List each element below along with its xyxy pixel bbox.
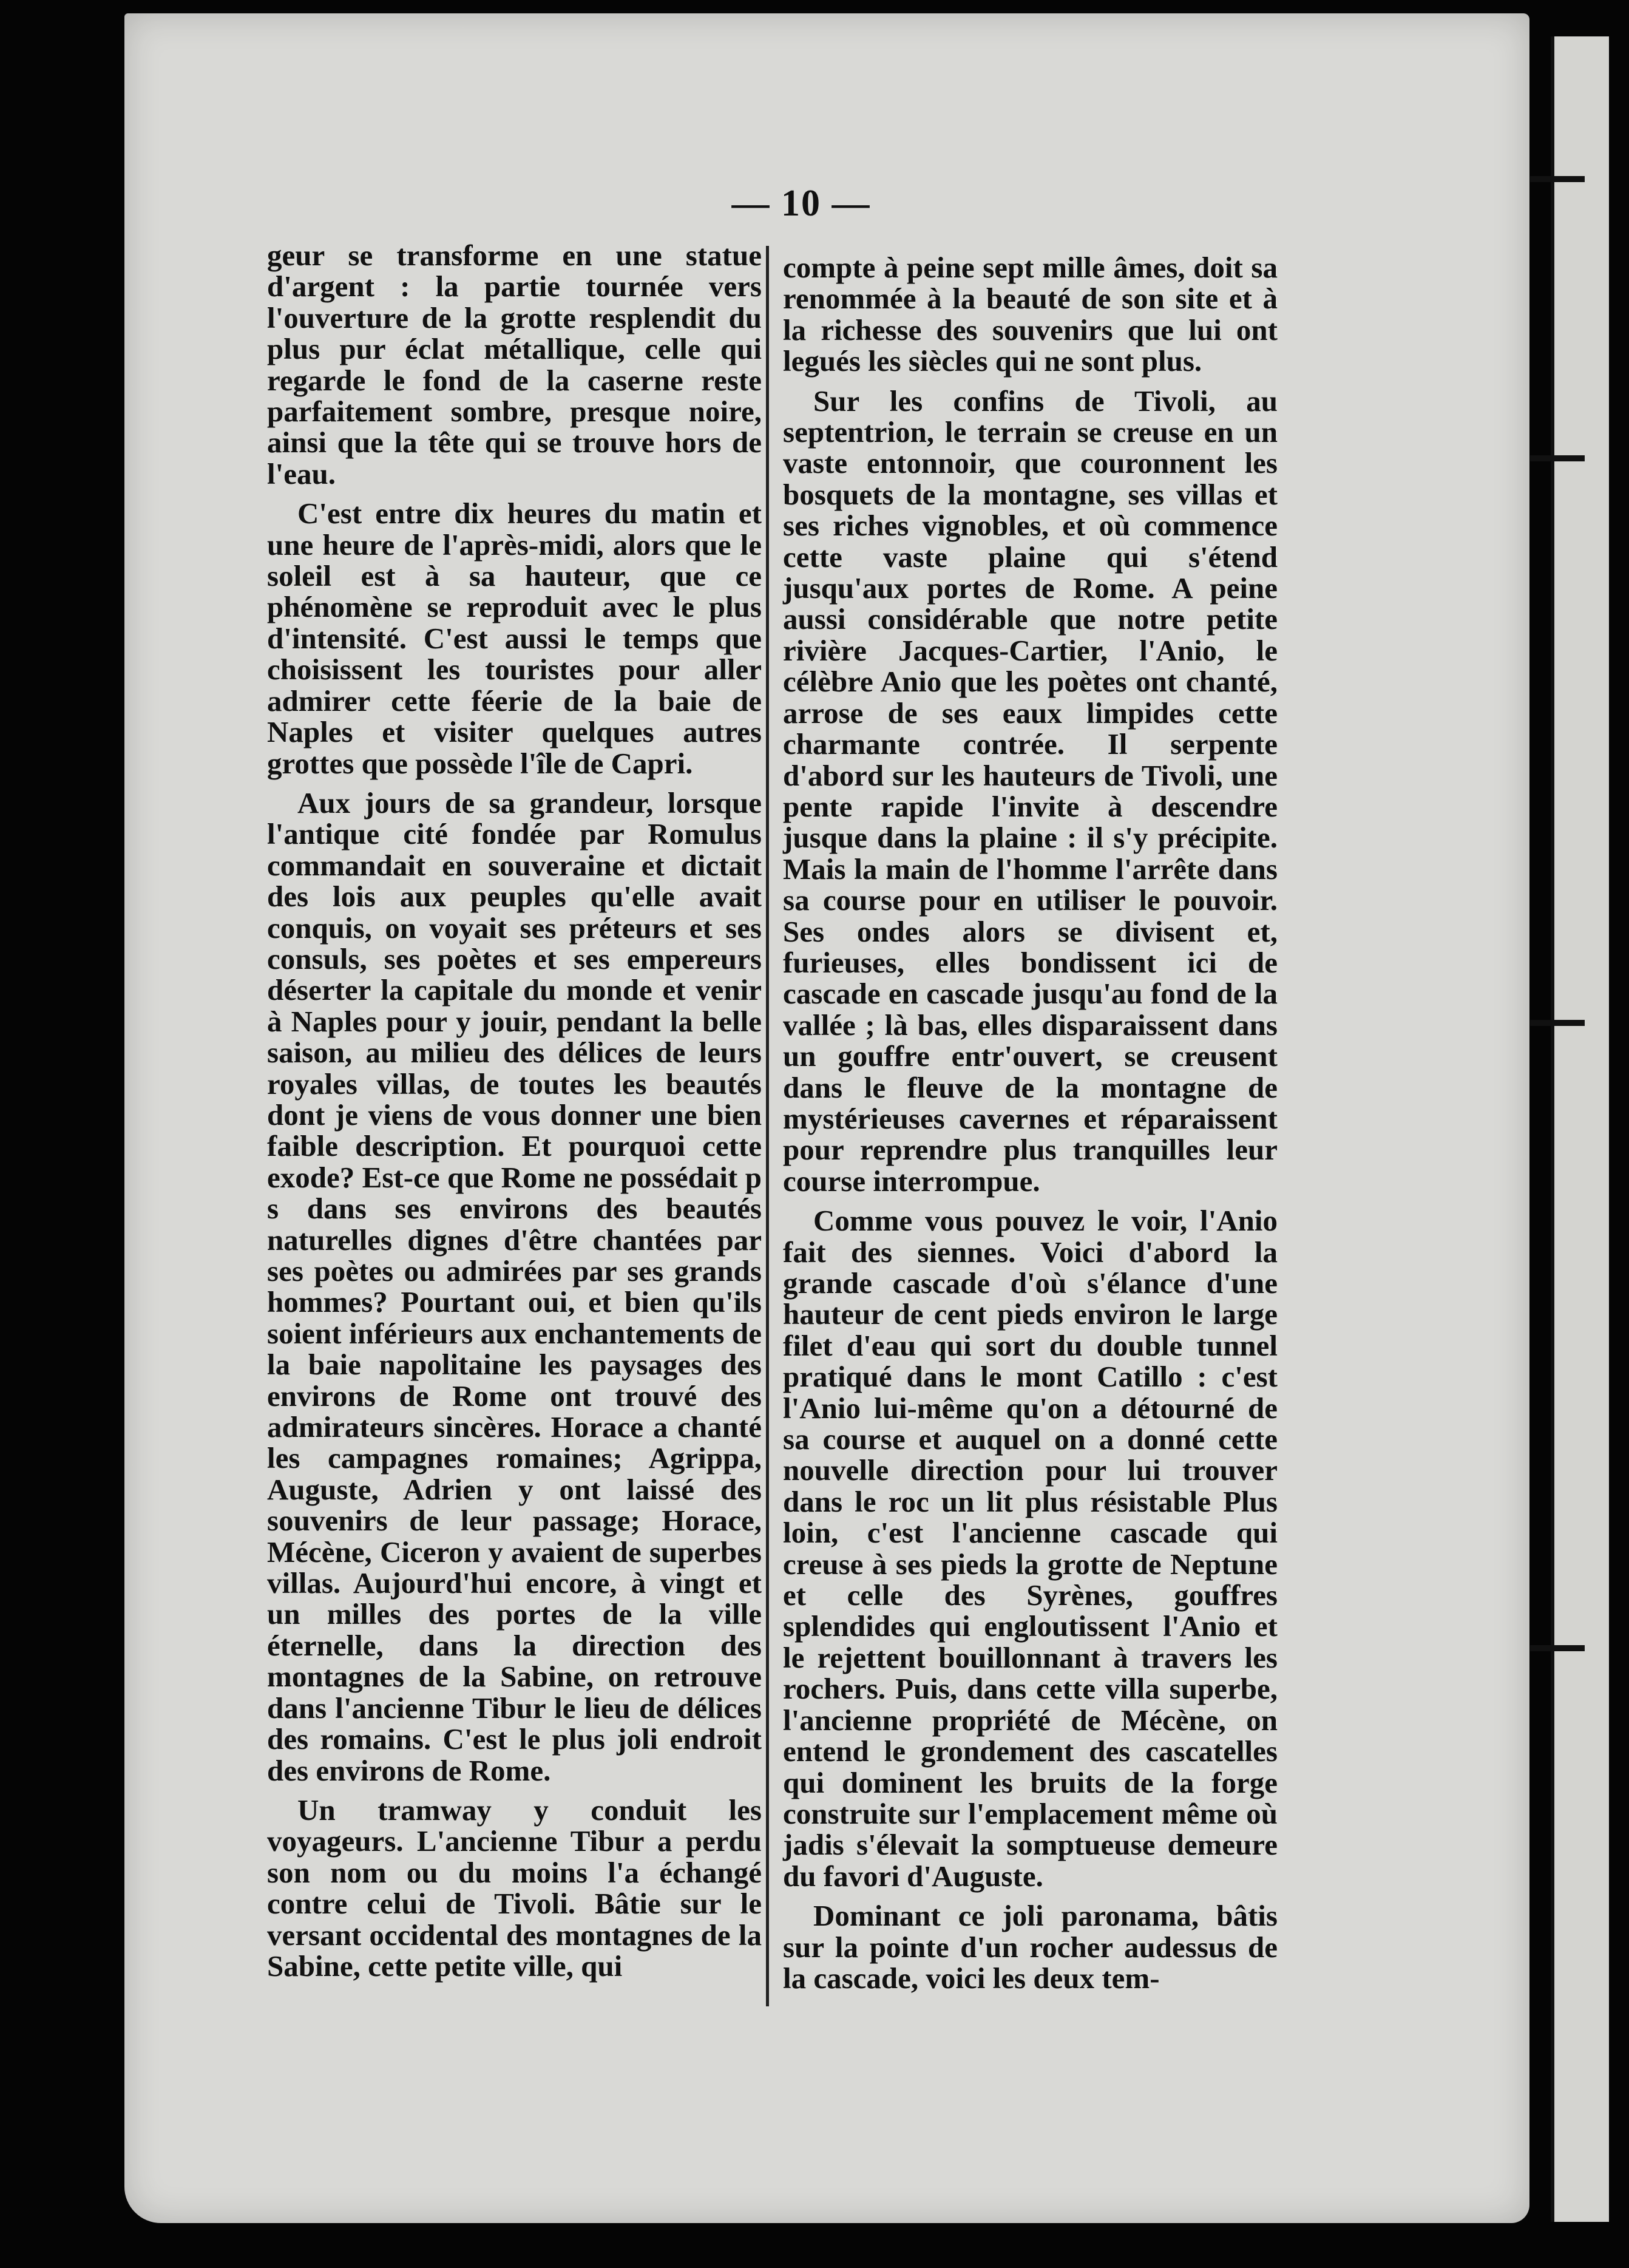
text-column-right xyxy=(783,252,1278,2002)
paragraph: compte à peine sept mille âmes, doit sa renommée à la beauté de son site et à la richesse des souvenirs que lui ont legués les siècles qui ne sont plus. xyxy=(783,251,1278,378)
paragraph: Dominant ce joli paronama, bâtis sur la pointe d'un rocher audessus de la cascade, voici les deux tem- xyxy=(783,1899,1278,1995)
binding-mark xyxy=(1530,176,1585,182)
text-column-left xyxy=(267,240,762,1990)
paragraph: Sur les confins de Tivoli, au septentrion, le terrain se creuse en un vaste entonnoir, que couronnent les bosquets de la montagne, ses villas et ses riches vignobles, et où commence cette vaste plaine qui s'étend jusqu'aux portes de Rome. A peine aussi considérable que notre petite rivière Jacques-Cartier, l'Anio, le célèbre Anio que les poètes ont chanté, arrose de ses eaux limpides cette charmante contrée. Il serpente d'abord sur les hauteurs de Tivoli, une pente rapide l'invite à descendre jusque dans la plaine : il s'y précipite. Mais la main de l'homme l'arrête dans sa course pour en utiliser le pouvoir. Ses ondes alors se divisent et, furieuses, elles bondissent ici de cascade en cascade jusqu'au fond de la vallée ; là bas, elles disparaissent dans un gouffre entr'ouvert, se creusent dans le fleuve de la montagne de mystérieuses cavernes et réparaissent pour reprendre plus tranquilles leur course interrompue. xyxy=(783,384,1278,1198)
paragraph: Comme vous pouvez le voir, l'Anio fait des siennes. Voici d'abord la grande cascade d'où s'élance d'une hauteur de cent pieds environ le large filet d'eau qui sort du double tunnel pratiqué dans le mont Catillo : c'est l'Anio lui-même qu'on a détourné de sa course et auquel on a donné cette nouvelle direction pour lui trouver dans le roc un lit plus résistable Plus loin, c'est l'ancienne cascade qui creuse à ses pieds la grotte de Neptune et celle des Syrènes, gouffres splendides qui engloutissent l'Anio et le rejettent bouillonnant à travers les rochers. Puis, dans cette villa superbe, l'ancienne propriété de Mécène, on entend le grondement des cascatelles qui dominent les bruits de la forge construite sur l'emplacement même où jadis s'élevait la somptueuse demeure du favori d'Auguste. xyxy=(783,1204,1278,1893)
binding-mark xyxy=(1530,455,1585,461)
binding-mark xyxy=(1530,1645,1585,1651)
binding-mark xyxy=(1530,1020,1585,1026)
paragraph: C'est entre dix heures du matin et une heure de l'après-midi, alors que le soleil est à sa hauteur, que ce phénomène se reproduit avec le plus d'intensité. C'est aussi le temps que choisissent les touristes pour aller admirer cette féerie de la baie de Naples et visiter quelques autres grottes que possède l'île de Capri. xyxy=(267,497,762,780)
paragraph: geur se transforme en une statue d'argent : la partie tournée vers l'ouverture de la grotte resplendit du plus pur éclat métallique, celle qui regarde le fond de la caserne reste parfaitement sombre, presque noire, ainsi que la tête qui se trouve hors de l'eau. xyxy=(267,239,762,491)
page-number: — 10 — xyxy=(731,183,871,224)
paragraph: Un tramway y conduit les voyageurs. L'ancienne Tibur a perdu son nom ou du moins l'a échangé contre celui de Tivoli. Bâtie sur le versant occidental des montagnes de la Sabine, cette petite ville, qui xyxy=(267,1793,762,1983)
column-divider xyxy=(766,246,769,2006)
adjacent-page-edge xyxy=(1551,36,1609,2222)
paragraph: Aux jours de sa grandeur, lorsque l'antique cité fondée par Romulus commandait en souveraine et dictait des lois aux peuples qu'elle avait conquis, on voyait ses préteurs et ses consuls, ses poètes et ses empereurs déserter la capitale du monde et venir à Naples pour y jouir, pendant la belle saison, au milieu des délices de leurs royales villas, de toutes les beautés dont je viens de vous donner une bien faible description. Et pourquoi cette exode? Est-ce que Rome ne possédait p s dans ses environs des beautés naturelles dignes d'être chantées par ses poètes ou admirées par ses grands hommes? Pourtant oui, et bien qu'ils soient inférieurs aux enchantements de la baie napolitaine les paysages des environs de Rome ont trouvé des admirateurs sincères. Horace a chanté les campagnes romaines; Agrippa, Auguste, Adrien y ont laissé des souvenirs de leur passage; Horace, Mécène, Ciceron y avaient de superbes villas. Aujourd'hui encore, à vingt et un milles des portes de la ville éternelle, dans la direction des montagnes de la Sabine, on retrouve dans l'ancienne Tibur le lieu de délices des romains. C'est le plus joli endroit des environs de Rome. xyxy=(267,786,762,1787)
